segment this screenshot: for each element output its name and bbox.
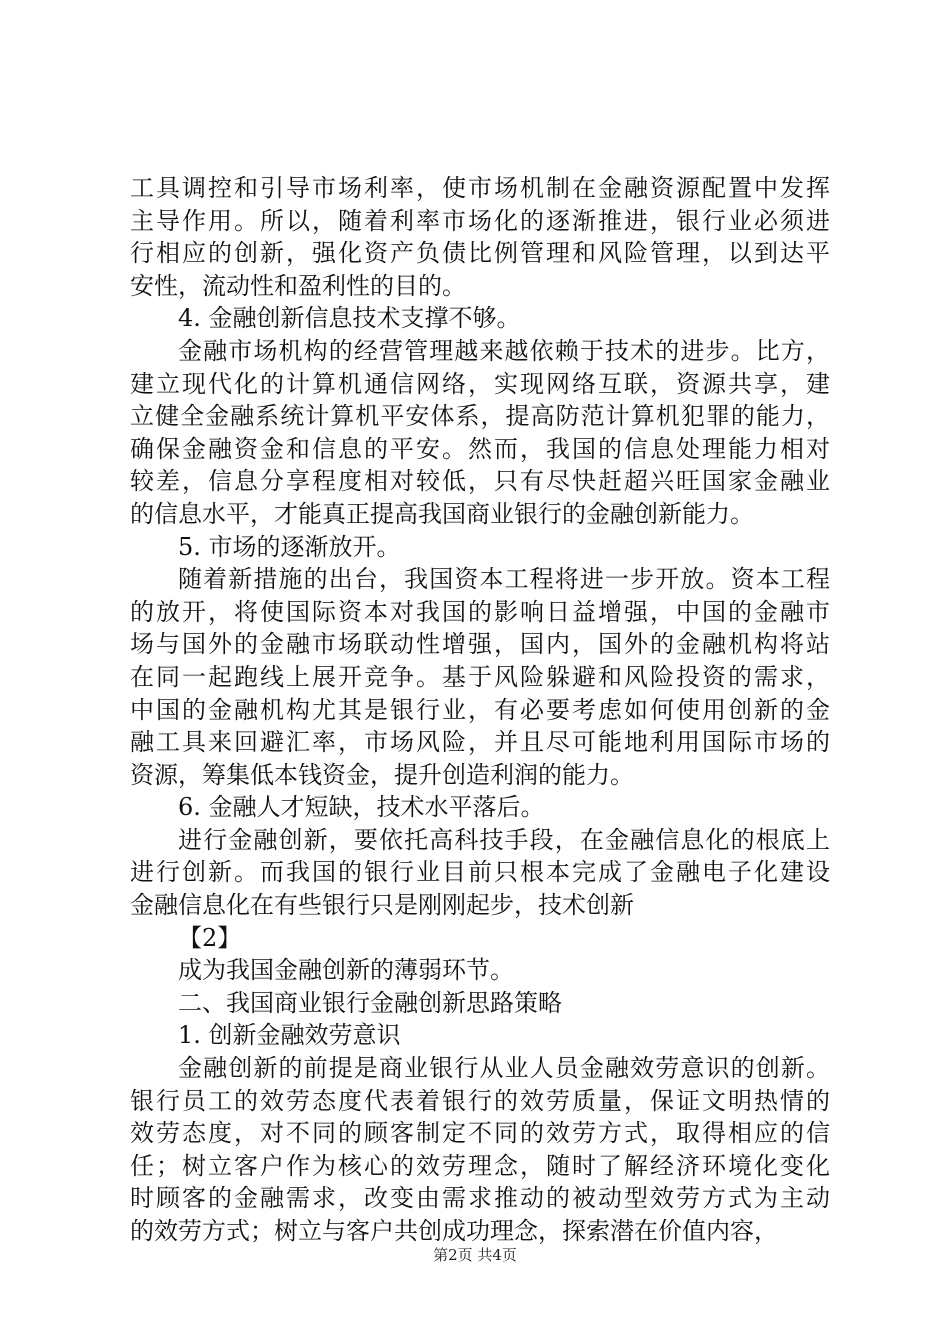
section-heading [130,302,830,335]
text-line: 进行金融创新，要依托高科技手段，在金融信息化的根底上 [178,825,830,854]
text-line: 确保金融资金和信息的平安。然而，我国的信息处理能力相对 [130,434,830,463]
paragraph [130,172,830,302]
text-line: 1. 创新金融效劳意识 [178,1021,401,1050]
text-line: 5. 市场的逐渐放开。 [178,532,401,561]
paragraph [130,563,830,791]
text-line: 时顾客的金融需求，改变由需求推动的被动型效劳方式为主动 [130,1184,830,1213]
text-line: 立健全金融系统计算机平安体系，提高防范计算机犯罪的能力， [130,402,830,431]
text-line: 成为我国金融创新的薄弱环节。 [178,956,514,985]
document-body [130,172,830,1248]
text-line: 金融市场机构的经营管理越来越依赖于技术的进步。比方， [178,336,830,365]
text-line: 金融创新的前提是商业银行从业人员金融效劳意识的创新。 [178,1054,830,1083]
section-heading [130,791,830,824]
text-line: 资源，筹集低本钱资金，提升创造利润的能力。 [130,760,634,789]
text-line: 融工具来回避汇率，市场风险，并且尽可能地利用国际市场的 [130,728,830,757]
text-line: 金融信息化在有些银行只是刚刚起步，技术创新 [130,891,634,920]
text-line: 任；树立客户作为核心的效劳理念，随时了解经济环境化变化 [130,1151,830,1180]
section-heading [130,1019,830,1052]
paragraph [130,824,830,922]
text-line: 银行员工的效劳态度代表着银行的效劳质量，保证文明热情的 [130,1086,830,1115]
text-line: 场与国外的金融市场联动性增强，国内，国外的金融机构将站 [130,630,830,659]
text-line: 随着新措施的出台，我国资本工程将进一步开放。资本工程 [178,565,830,594]
text-line: 的信息水平，才能真正提高我国商业银行的金融创新能力。 [130,499,754,528]
page-footer: 第2页 共4页 [433,1246,517,1264]
section-heading [130,987,830,1020]
text-line: 较差，信息分享程度相对较低，只有尽快赶超兴旺国家金融业 [130,467,830,496]
text-line: 6. 金融人才短缺，技术水平落后。 [178,793,545,822]
paragraph [130,335,830,531]
paragraph [130,1052,830,1248]
text-line: 行相应的创新，强化资产负债比例管理和风险管理，以到达平 [130,239,830,268]
text-line: 的效劳方式；树立与客户共创成功理念，探索潜在价值内容， [130,1217,778,1245]
text-line: 效劳态度，对不同的顾客制定不同的效劳方式，取得相应的信 [130,1119,830,1148]
section-heading [130,922,830,955]
text-line: 进行创新。而我国的银行业目前只根本完成了金融电子化建设 [130,858,830,887]
text-line: 【2】 [178,923,242,952]
text-line: 的放开，将使国际资本对我国的影响日益增强，中国的金融市 [130,597,830,626]
text-line: 中国的金融机构尤其是银行业，有必要考虑如何使用创新的金 [130,695,830,724]
section-heading [130,531,830,564]
text-line: 在同一起跑线上展开竞争。基于风险躲避和风险投资的需求， [130,662,830,691]
text-line: 二、我国商业银行金融创新思路策略 [178,988,562,1017]
text-line: 主导作用。所以，随着利率市场化的逐渐推进，银行业必须进 [130,206,830,235]
text-line: 工具调控和引导市场利率，使市场机制在金融资源配置中发挥 [130,174,830,202]
text-line: 4. 金融创新信息技术支撑不够。 [178,304,521,333]
section-heading [130,954,830,987]
text-line: 建立现代化的计算机通信网络，实现网络互联，资源共享，建 [130,369,830,398]
text-line: 安性，流动性和盈利性的目的。 [130,271,466,300]
